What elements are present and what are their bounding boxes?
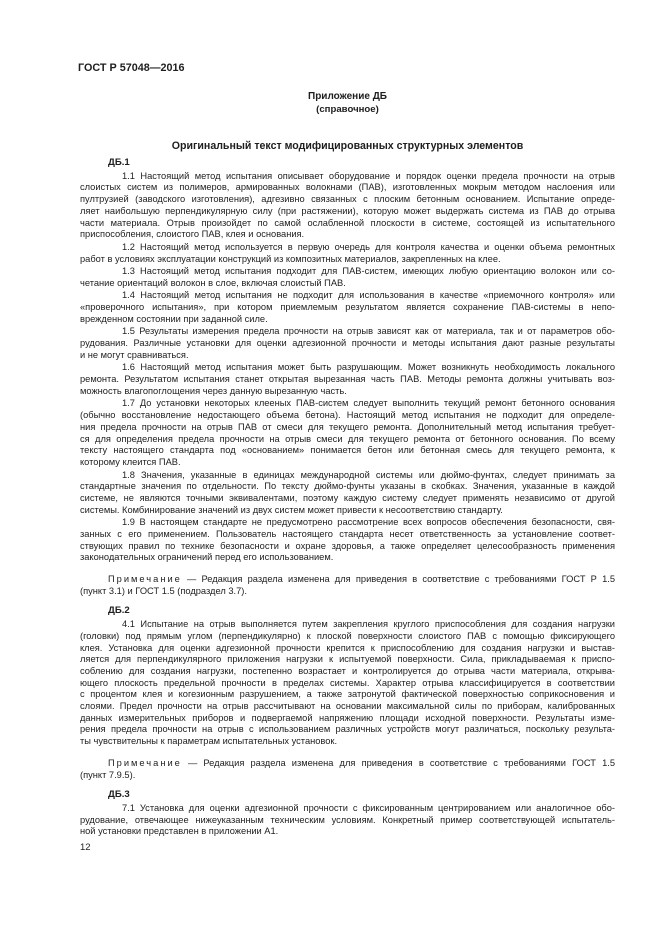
text-line: 1.3 Настоящий метод испытания подходит для ПАВ-систем, имеющих любую ориентацию волокон или со- — [122, 266, 615, 277]
text-line: тексту настоящего стандарта под «основанием» понимается бетон или бетонная смесь для текущего ремонта, к — [80, 445, 615, 456]
text-line: «проверочного испытания», при котором приемлемым результатом является сохранение ПАВ-системы в непо- — [80, 302, 615, 313]
page-number: 12 — [80, 842, 91, 853]
section-heading: ДБ.1 — [108, 157, 130, 168]
paragraph — [80, 326, 615, 361]
text-line: ся для определения предела прочности на отрыв смеси для текущего ремонта от бетонного основания. По всему — [80, 433, 615, 444]
text-line: ной установки представлен в приложении А1. — [80, 826, 279, 837]
note-text: — Редакция раздела изменена для приведения в соответствие с требованиями ГОСТ 1.5 — [187, 757, 615, 768]
text-line: ремонта. Результатом испытания станет открытая вырезанная часть ПАВ. Методы ремонта должны учитывать воз- — [80, 374, 615, 385]
note-line — [80, 574, 615, 586]
note-text: — Редакция раздела изменена для приведения в соответствие с требованиями ГОСТ Р 1.5 — [187, 574, 615, 585]
paragraph — [80, 470, 615, 517]
note-line — [80, 586, 615, 598]
document-body — [80, 157, 615, 839]
text-line: рения предела прочности на отрыв с использованием различных устройств могут различаться, поскольку результа- — [80, 724, 615, 735]
text-line: 1.7 До установки некоторых клееных ПАВ-систем следует выполнить текущий ремонт бетонного основания — [122, 398, 615, 409]
text-line: пултрузией (заводского изготовления), адгезивно связанных с плоским бетонным основанием. Испытание опреде- — [80, 194, 615, 205]
note — [80, 574, 615, 597]
text-line: системе, не являются точными эквивалентами, поэтому каждую систему следует применять независимо от другой — [80, 492, 615, 503]
section-1 — [80, 157, 615, 597]
section-heading: ДБ.2 — [108, 605, 130, 617]
paragraph — [80, 619, 615, 748]
text-line: соблению для создания нагрузки, постепенно возрастает и контролируется до отрыва части материала, открыва- — [80, 665, 615, 676]
text-line: приспособления, слоистого ПАВ, клея и основания. — [80, 229, 305, 240]
appendix-status: (справочное) — [316, 103, 379, 115]
text-line: (обычно восстановление недостающего объема бетона). Настоящий метод испытания не подходит для определе- — [80, 410, 615, 421]
text-line: ляется для перпендикулярного приложения нагрузки к испытуемой поверхности. Сила, прикладываемая к приспо- — [80, 654, 615, 665]
text-line: (головки) под прямым углом (перпендикулярно) к плоской поверхности слоистого ПАВ с помощью фиксирующего — [80, 630, 615, 641]
text-line: рудования. Различные установки для оценки адгезионной прочности и методы испытания дают разные результаты — [80, 338, 615, 349]
text-line: 1.6 Настоящий метод испытания может быть разрушающим. Может возникнуть необходимость локального — [122, 362, 615, 373]
appendix-header — [80, 91, 615, 116]
text-line: и не могут сравниваться. — [80, 349, 189, 360]
text-line: части материала. Отрыв произойдет по самой ослабленной плоскости в системе, состоящей из испытательного — [80, 217, 615, 228]
text-line: четание ориентаций волокон в слое, включая слоистый ПАВ. — [80, 277, 346, 288]
text-line: 1.4 Настоящий метод испытания не подходит для использования в качестве «приемочного контроля» или — [122, 290, 615, 301]
paragraph — [80, 266, 615, 289]
text-line: системы. Комбинирование значений из двух систем может привести к несоответствию стандарту. — [80, 504, 503, 515]
text-line: клея. Установка для оценки адгезионной прочности крепится к приспособлению для создания нагрузки и выстав- — [80, 642, 615, 653]
paragraph — [80, 362, 615, 397]
note-line — [80, 758, 615, 770]
standard-id: ГОСТ Р 57048—2016 — [78, 62, 185, 74]
text-line: слоистых систем из полимеров, армированных волокнами (ПАВ), изготовленных мокрым методом наслоения или — [80, 182, 615, 193]
paragraph — [80, 290, 615, 325]
text-line: рудование, отвечающее нижеуказанным техническим условиям. Конкретный пример соответствующей испытатель- — [80, 814, 615, 825]
paragraph — [80, 242, 615, 265]
section-title: Оригинальный текст модифицированных структурных элементов — [171, 139, 524, 152]
note-label: Примечание — [108, 757, 182, 768]
text-line: ющего плоскость предельной прочности в пределах системы. Характер отрыва классифицируется в соответствии — [80, 677, 615, 688]
text-line: 1.1 Настоящий метод испытания описывает оборудование и порядок оценки предела прочности на отрыв — [122, 170, 615, 181]
appendix-title: Приложение ДБ — [308, 91, 387, 102]
text-line: ствующих правил по технике безопасности и охране здоровья, а также определяет целесообразность применения — [80, 540, 615, 551]
text-line: стандартные значения по отдельности. По тексту дюймо-фунты указаны в скобках. Значения, указанные в каждой — [80, 481, 615, 492]
paragraph — [80, 171, 615, 241]
text-line: слоями. Предел прочности на отрыв рассчитывают на основании максимальной силы по приборам, калиброванных — [80, 701, 615, 712]
note-text: (пункт 3.1) и ГОСТ 1.5 (подраздел 3.7). — [80, 585, 247, 596]
text-line: 4.1 Испытание на отрыв выполняется путем закрепления круглого приспособления для создания нагрузки — [122, 619, 615, 630]
text-line: 1.8 Значения, указанные в единицах международной системы или дюймо-фунтах, следует принимать за — [122, 469, 615, 480]
text-line: 1.5 Результаты измерения предела прочности на отрыв зависят как от материала, так и от параметров обо- — [122, 326, 615, 337]
text-line: можность влагопоглощения через данную вырезанную часть. — [80, 385, 347, 396]
text-line: занных с его применением. Пользователь настоящего стандарта несет ответственность за установление соответ- — [80, 528, 615, 539]
text-line: врежденном состоянии при заданной силе. — [80, 313, 268, 324]
text-line: с процентом клея и когезионным разрушением, а также затронутой фактической поверхностью соприкосновения и — [80, 689, 615, 700]
note-text: (пункт 7.9.5). — [80, 769, 136, 780]
paragraph — [80, 398, 615, 468]
text-line: данных измерительных приборов и подвергаемой напряжению площади исходной поверхности. Результаты изме- — [80, 712, 615, 723]
section-heading: ДБ.3 — [108, 789, 130, 801]
paragraph — [80, 803, 615, 838]
text-line: ты чувствительны к параметрам испытательных установок. — [80, 736, 338, 747]
text-line: 7.1 Установка для оценки адгезионной прочности с фиксированным центрированием или аналогичное обо- — [122, 802, 615, 813]
section-2 — [80, 605, 615, 781]
section-3 — [80, 789, 615, 838]
text-line: законодательных ограничений перед его использованием. — [80, 552, 334, 563]
text-line: ния предела прочности на отрыв ПАВ от смеси для текущего ремонта. Дополнительный метод испытания требует- — [80, 421, 615, 432]
note-label: Примечание — [108, 574, 182, 585]
note-line — [80, 770, 615, 782]
text-line: 1.2 Настоящий метод используется в первую очередь для контроля качества и оценки объема ремонтных — [122, 241, 615, 252]
text-line: работ в условиях эксплуатации конструкций из композитных материалов, закрепленных на клее. — [80, 253, 501, 264]
paragraph — [80, 517, 615, 564]
text-line: которому клеится ПАВ. — [80, 456, 181, 467]
text-line: ляет наибольшую перпендикулярную силу (при растяжении), которую может выдержать система из ПАВ до отрыва — [80, 205, 615, 216]
note — [80, 758, 615, 781]
text-line: 1.9 В настоящем стандарте не предусмотрено рассмотрение всех вопросов обеспечения безопасности, свя- — [122, 517, 615, 528]
